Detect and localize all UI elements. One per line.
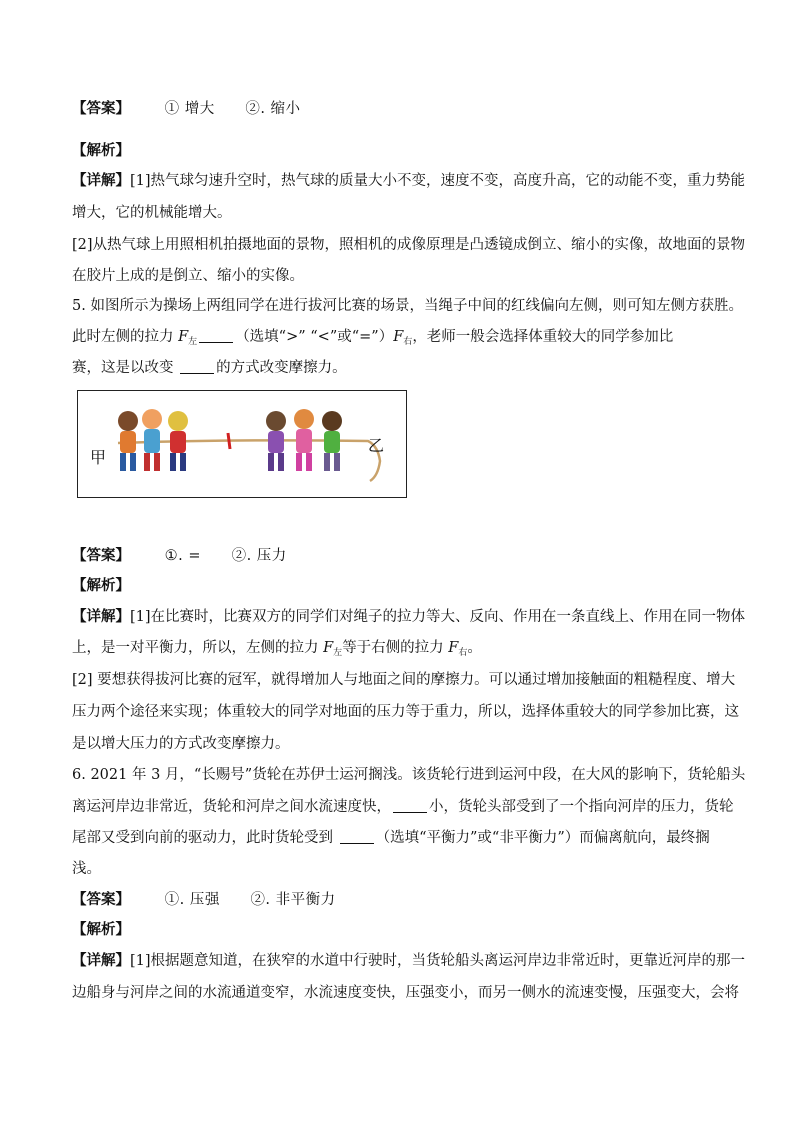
right-team xyxy=(266,409,342,471)
question-text: 离运河岸边非常近，货轮和河岸之间水流速度快， xyxy=(72,799,391,815)
detail-line: 边船身与河岸之间的水流通道变窄，水流速度变快，压强变小，而另一侧水的流速变慢，压强变大，会将 xyxy=(72,985,739,1001)
force-subscript: 右 xyxy=(403,337,413,347)
answer-label: 【答案】 xyxy=(72,547,130,564)
question-text: 此时左侧的拉力 xyxy=(72,329,179,345)
question-6-line-2 xyxy=(72,797,734,817)
force-subscript: 左 xyxy=(333,648,343,658)
team-label-left: 甲 xyxy=(90,448,107,467)
detail-text: 。 xyxy=(467,640,482,656)
question-text: 尾部又受到向前的驱动力，此时货轮受到 xyxy=(72,830,338,846)
answer-line-6 xyxy=(72,890,722,910)
answer-line-5 xyxy=(72,546,722,566)
detail-line xyxy=(72,638,722,663)
question-text: （选填“>” “<”或“=”） xyxy=(235,329,394,345)
detail-label: 【详解】 xyxy=(72,608,130,625)
detail-line xyxy=(72,951,746,971)
answer-item-1: ①. = xyxy=(164,548,201,564)
answer-item-2: ②. 缩小 xyxy=(245,101,301,117)
detail-label: 【详解】 xyxy=(72,172,130,189)
answer-blank xyxy=(199,328,233,343)
detail-label: 【详解】 xyxy=(72,952,130,969)
answer-item-1: ①. 压强 xyxy=(164,892,220,908)
question-text: 赛，这是以改变 xyxy=(72,360,179,376)
answer-item-2: ②. 非平衡力 xyxy=(250,892,336,908)
detail-line: 增大，它的机械能增大。 xyxy=(72,205,232,221)
question-5-line-2 xyxy=(72,327,722,352)
detail-line: 压力两个途径来实现；体重较大的同学对地面的压力等于重力，所以，选择体重较大的同学参加比赛，这 xyxy=(72,704,739,720)
force-symbol: F xyxy=(178,329,189,345)
detail-text: [1]根据题意知道，在狭窄的水道中行驶时，当货轮船头离运河岸边非常近时，更靠近河岸的那一 xyxy=(130,953,746,969)
detail-line: [2] 要想获得拔河比赛的冠军，就得增加人与地面之间的摩擦力。可以通过增加接触面的粗糙程度、增大 xyxy=(72,672,736,688)
analysis-label: 【解析】 xyxy=(72,577,130,594)
team-label-right: 乙 xyxy=(368,436,385,455)
force-symbol: F xyxy=(393,329,404,345)
question-5-line-3 xyxy=(72,358,722,378)
detail-text: [1]热气球匀速升空时，热气球的质量大小不变，速度不变，高度升高，它的动能不变，重力势能 xyxy=(130,173,746,189)
force-subscript: 右 xyxy=(458,648,468,658)
question-6-line-1: 6. 2021 年 3 月，“长赐号”货轮在苏伊士运河搁浅。该货轮行进到运河中段，在大风的影响下，货轮船头 xyxy=(72,767,746,783)
tug-of-war-illustration xyxy=(77,390,407,498)
detail-line: 在胶片上成的是倒立、缩小的实像。 xyxy=(72,268,304,284)
answer-item-2: ②. 压力 xyxy=(231,548,287,564)
tug-of-war-drawing xyxy=(78,391,405,496)
force-subscript: 左 xyxy=(188,337,198,347)
answer-label: 【答案】 xyxy=(72,100,130,117)
detail-text: 上，是一对平衡力，所以，左侧的拉力 xyxy=(72,640,324,656)
analysis-label: 【解析】 xyxy=(72,142,130,159)
answer-item-1: ① 增大 xyxy=(164,101,215,117)
answer-blank xyxy=(393,798,427,813)
answer-line-4 xyxy=(72,99,722,119)
question-5-line-1: 5. 如图所示为操场上两组同学在进行拔河比赛的场景，当绳子中间的红线偏向左侧，则可知左侧方获胜。 xyxy=(72,298,743,314)
detail-text: 等于右侧的拉力 xyxy=(342,640,449,656)
question-text: 的方式改变摩擦力。 xyxy=(216,360,347,376)
answer-blank xyxy=(340,829,374,844)
question-text: （选填“平衡力”或“非平衡力”）而偏离航向，最终搁 xyxy=(375,830,710,846)
question-6-line-4: 浅。 xyxy=(72,861,101,877)
answer-label: 【答案】 xyxy=(72,891,130,908)
question-text: 小，货轮头部受到了一个指向河岸的压力，货轮 xyxy=(429,799,734,815)
analysis-label: 【解析】 xyxy=(72,921,130,938)
left-team xyxy=(118,409,188,471)
detail-line: [2]从热气球上用照相机拍摄地面的景物，照相机的成像原理是凸透镜成倒立、缩小的实像，故地面的景物 xyxy=(72,237,746,253)
answer-blank xyxy=(180,359,214,374)
detail-text: [1]在比赛时，比赛双方的同学们对绳子的拉力等大、反向、作用在一条直线上、作用在同一物体 xyxy=(130,609,746,625)
detail-line xyxy=(72,171,746,191)
force-symbol: F xyxy=(448,640,459,656)
force-symbol: F xyxy=(323,640,334,656)
detail-line xyxy=(72,607,746,627)
question-6-line-3 xyxy=(72,828,722,848)
detail-line: 是以增大压力的方式改变摩擦力。 xyxy=(72,736,290,752)
question-text: ，老师一般会选择体重较大的同学参加比 xyxy=(412,329,674,345)
